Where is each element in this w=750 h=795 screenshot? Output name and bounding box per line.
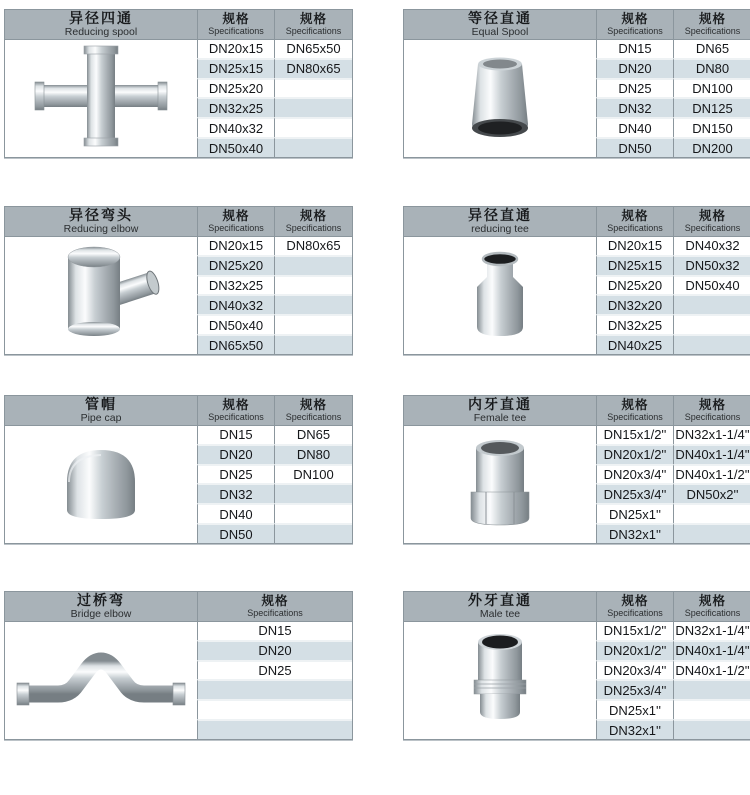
- spec-cell: DN25x3/4'': [596, 483, 673, 503]
- spec-cell: DN25x1'': [596, 699, 673, 719]
- product-photo-cell: [5, 622, 197, 739]
- bottle-reducer-image: [405, 237, 595, 349]
- spec-cell: [274, 523, 352, 543]
- spec-cell: DN20x15: [596, 237, 673, 255]
- spec-header-zh: 规格: [621, 594, 649, 608]
- spec-cell: DN15x1/2'': [596, 426, 673, 444]
- spec-cell: [274, 334, 352, 354]
- spec-cell: DN25x20: [197, 78, 274, 98]
- product-title-cell: [5, 592, 197, 622]
- spec-header-zh: 规格: [299, 209, 327, 223]
- spec-cell: DN25x15: [197, 58, 274, 78]
- spec-cell: DN15: [197, 426, 274, 444]
- spec-header-en: Specifications: [208, 412, 264, 422]
- spec-header-en: Specifications: [607, 26, 663, 36]
- spec-cell: DN20x15: [197, 40, 274, 58]
- spec-cell: DN20x1/2'': [596, 444, 673, 464]
- spec-header-zh: 规格: [621, 12, 649, 26]
- product-photo-cell: [5, 237, 197, 354]
- spec-table: [403, 206, 750, 355]
- spec-cell: DN25x15: [596, 255, 673, 275]
- spec-header-zh: 规格: [698, 398, 726, 412]
- spec-cell: [673, 719, 750, 739]
- product-title-en: Bridge elbow: [70, 608, 132, 620]
- product-title-en: Pipe cap: [80, 412, 122, 424]
- spec-cell: DN40x1-1/2'': [673, 660, 750, 680]
- product-title-cell: [404, 396, 596, 426]
- spec-header-1: [197, 592, 352, 622]
- spec-cell: DN25: [596, 78, 673, 98]
- spec-cell: DN15x1/2'': [596, 622, 673, 640]
- spec-cell: DN40x32: [673, 237, 750, 255]
- spec-cell: DN40: [197, 503, 274, 523]
- spec-header-1: [197, 396, 274, 426]
- spec-cell: [274, 255, 352, 275]
- bridge-pipe-image: [6, 622, 196, 734]
- spec-cell: DN25x20: [596, 275, 673, 295]
- spec-cell: [274, 117, 352, 137]
- spec-cell: DN50: [596, 137, 673, 157]
- spec-cell: DN15: [197, 622, 352, 640]
- section-reducing-tee: [403, 206, 750, 355]
- spec-header-1: [596, 10, 673, 40]
- spec-header-2: [274, 10, 352, 40]
- spec-header-en: Specifications: [208, 26, 264, 36]
- spec-header-zh: 规格: [299, 398, 327, 412]
- spec-cell: [274, 275, 352, 295]
- spec-cell: DN65x50: [274, 40, 352, 58]
- spec-cell: [673, 294, 750, 314]
- spec-cell: DN50x40: [197, 314, 274, 334]
- spec-cell: DN32x25: [596, 314, 673, 334]
- spec-header-zh: 规格: [222, 398, 250, 412]
- spec-cell: DN20x1/2'': [596, 640, 673, 660]
- spec-cell: [274, 314, 352, 334]
- spec-cell: DN40x1-1/2'': [673, 464, 750, 484]
- spec-header-1: [197, 207, 274, 237]
- tee-branch-fitting-image: [6, 237, 196, 349]
- product-title-zh: 等径直通: [468, 10, 532, 26]
- dome-cap-image: [6, 426, 196, 538]
- product-title-zh: 外牙直通: [468, 592, 532, 608]
- female-coupling-image: [405, 426, 595, 538]
- spec-cell: DN32: [596, 97, 673, 117]
- spec-header-zh: 规格: [621, 398, 649, 412]
- section-reducing-spool: [4, 9, 351, 158]
- spec-header-zh: 规格: [698, 594, 726, 608]
- spec-header-en: Specifications: [684, 608, 741, 618]
- spec-cell: [673, 503, 750, 523]
- spec-cell: DN80x65: [274, 58, 352, 78]
- spec-cell: DN50: [197, 523, 274, 543]
- spec-cell: [274, 137, 352, 157]
- product-title-en: Male tee: [479, 608, 521, 620]
- product-title-en: Reducing elbow: [63, 223, 139, 235]
- cross-fitting-image: [6, 40, 196, 152]
- male-coupling-image: [405, 622, 595, 734]
- spec-header-en: Specifications: [285, 26, 342, 36]
- spec-header-2: [673, 592, 750, 622]
- spec-cell: DN150: [673, 117, 750, 137]
- spec-cell: [274, 294, 352, 314]
- section-reducing-elbow: [4, 206, 351, 355]
- spec-cell: DN80: [274, 444, 352, 464]
- spec-cell: DN40x32: [197, 117, 274, 137]
- spec-cell: [274, 78, 352, 98]
- equal-coupling-image: [405, 40, 595, 152]
- spec-cell: DN25x20: [197, 255, 274, 275]
- product-title-zh: 异径弯头: [69, 207, 133, 223]
- spec-cell: DN50x2'': [673, 483, 750, 503]
- spec-cell: DN65x50: [197, 334, 274, 354]
- spec-cell: [197, 719, 352, 739]
- spec-header-zh: 规格: [698, 209, 726, 223]
- spec-header-en: Specifications: [684, 223, 741, 233]
- spec-header-1: [596, 592, 673, 622]
- spec-header-zh: 规格: [222, 12, 250, 26]
- spec-cell: DN25x3/4'': [596, 679, 673, 699]
- spec-table: [403, 395, 750, 544]
- spec-cell: DN40: [596, 117, 673, 137]
- spec-cell: [673, 699, 750, 719]
- spec-header-en: Specifications: [247, 608, 303, 618]
- spec-cell: DN100: [673, 78, 750, 98]
- spec-header-1: [596, 207, 673, 237]
- spec-cell: DN32: [197, 483, 274, 503]
- spec-cell: DN32x25: [197, 97, 274, 117]
- spec-cell: DN20x15: [197, 237, 274, 255]
- product-photo-cell: [404, 426, 596, 543]
- spec-header-zh: 规格: [621, 209, 649, 223]
- spec-header-2: [673, 207, 750, 237]
- spec-cell: [274, 483, 352, 503]
- spec-header-2: [274, 207, 352, 237]
- product-title-cell: [404, 10, 596, 40]
- spec-header-1: [596, 396, 673, 426]
- spec-cell: DN200: [673, 137, 750, 157]
- product-photo-cell: [404, 622, 596, 739]
- spec-header-2: [673, 396, 750, 426]
- spec-cell: DN20: [596, 58, 673, 78]
- spec-header-en: Specifications: [684, 26, 741, 36]
- spec-cell: DN100: [274, 464, 352, 484]
- product-photo-cell: [404, 237, 596, 354]
- spec-cell: DN32x1'': [596, 719, 673, 739]
- section-bridge-elbow: [4, 591, 351, 740]
- spec-header-zh: 规格: [698, 12, 726, 26]
- spec-header-zh: 规格: [261, 594, 289, 608]
- section-equal-spool: [403, 9, 750, 158]
- spec-cell: DN32x25: [197, 275, 274, 295]
- spec-cell: [673, 523, 750, 543]
- spec-cell: DN80: [673, 58, 750, 78]
- section-male-tee: [403, 591, 750, 740]
- spec-header-en: Specifications: [607, 412, 663, 422]
- section-pipe-cap: [4, 395, 351, 544]
- spec-table: [4, 9, 353, 158]
- spec-cell: [197, 679, 352, 699]
- spec-cell: DN65: [673, 40, 750, 58]
- product-title-cell: [404, 592, 596, 622]
- spec-cell: DN32x20: [596, 294, 673, 314]
- spec-cell: [673, 679, 750, 699]
- product-title-zh: 过桥弯: [77, 592, 125, 608]
- spec-cell: [673, 314, 750, 334]
- spec-cell: DN40x1-1/4'': [673, 444, 750, 464]
- product-title-zh: 异径四通: [69, 10, 133, 26]
- product-title-cell: [5, 396, 197, 426]
- spec-header-en: Specifications: [607, 223, 663, 233]
- spec-cell: DN20x3/4'': [596, 464, 673, 484]
- spec-cell: [197, 699, 352, 719]
- product-photo-cell: [404, 40, 596, 157]
- product-title-en: Female tee: [473, 412, 527, 424]
- spec-table: [403, 591, 750, 740]
- spec-cell: DN20x3/4'': [596, 660, 673, 680]
- spec-cell: DN32x1-1/4'': [673, 622, 750, 640]
- product-photo-cell: [5, 40, 197, 157]
- spec-cell: DN40x1-1/4'': [673, 640, 750, 660]
- spec-cell: DN20: [197, 444, 274, 464]
- spec-cell: DN40x25: [596, 334, 673, 354]
- spec-cell: DN20: [197, 640, 352, 660]
- spec-header-2: [673, 10, 750, 40]
- spec-cell: [673, 334, 750, 354]
- spec-cell: DN40x32: [197, 294, 274, 314]
- spec-cell: DN25x1'': [596, 503, 673, 523]
- product-title-en: Reducing spool: [64, 26, 138, 38]
- product-title-cell: [5, 10, 197, 40]
- spec-cell: DN125: [673, 97, 750, 117]
- spec-cell: DN50x40: [673, 275, 750, 295]
- spec-table: [403, 9, 750, 158]
- spec-header-en: Specifications: [208, 223, 264, 233]
- spec-cell: DN25: [197, 660, 352, 680]
- spec-cell: DN25: [197, 464, 274, 484]
- spec-table: [4, 591, 353, 740]
- product-title-en: reducing tee: [471, 223, 529, 235]
- spec-table: [4, 395, 353, 544]
- spec-header-en: Specifications: [285, 223, 342, 233]
- section-female-tee: [403, 395, 750, 544]
- spec-header-zh: 规格: [222, 209, 250, 223]
- spec-cell: DN32x1-1/4'': [673, 426, 750, 444]
- product-title-zh: 异径直通: [468, 207, 532, 223]
- product-title-en: Equal Spool: [471, 26, 529, 38]
- product-title-cell: [5, 207, 197, 237]
- spec-cell: DN50x32: [673, 255, 750, 275]
- spec-header-en: Specifications: [684, 412, 741, 422]
- product-title-zh: 内牙直通: [468, 396, 532, 412]
- spec-cell: DN15: [596, 40, 673, 58]
- spec-table: [4, 206, 353, 355]
- spec-cell: DN50x40: [197, 137, 274, 157]
- spec-cell: [274, 97, 352, 117]
- product-title-zh: 管帽: [85, 396, 117, 412]
- product-photo-cell: [5, 426, 197, 543]
- product-title-cell: [404, 207, 596, 237]
- spec-header-en: Specifications: [285, 412, 342, 422]
- spec-cell: [274, 503, 352, 523]
- spec-header-en: Specifications: [607, 608, 663, 618]
- spec-header-2: [274, 396, 352, 426]
- spec-cell: DN65: [274, 426, 352, 444]
- spec-cell: DN80x65: [274, 237, 352, 255]
- spec-header-zh: 规格: [299, 12, 327, 26]
- spec-cell: DN32x1'': [596, 523, 673, 543]
- spec-header-1: [197, 10, 274, 40]
